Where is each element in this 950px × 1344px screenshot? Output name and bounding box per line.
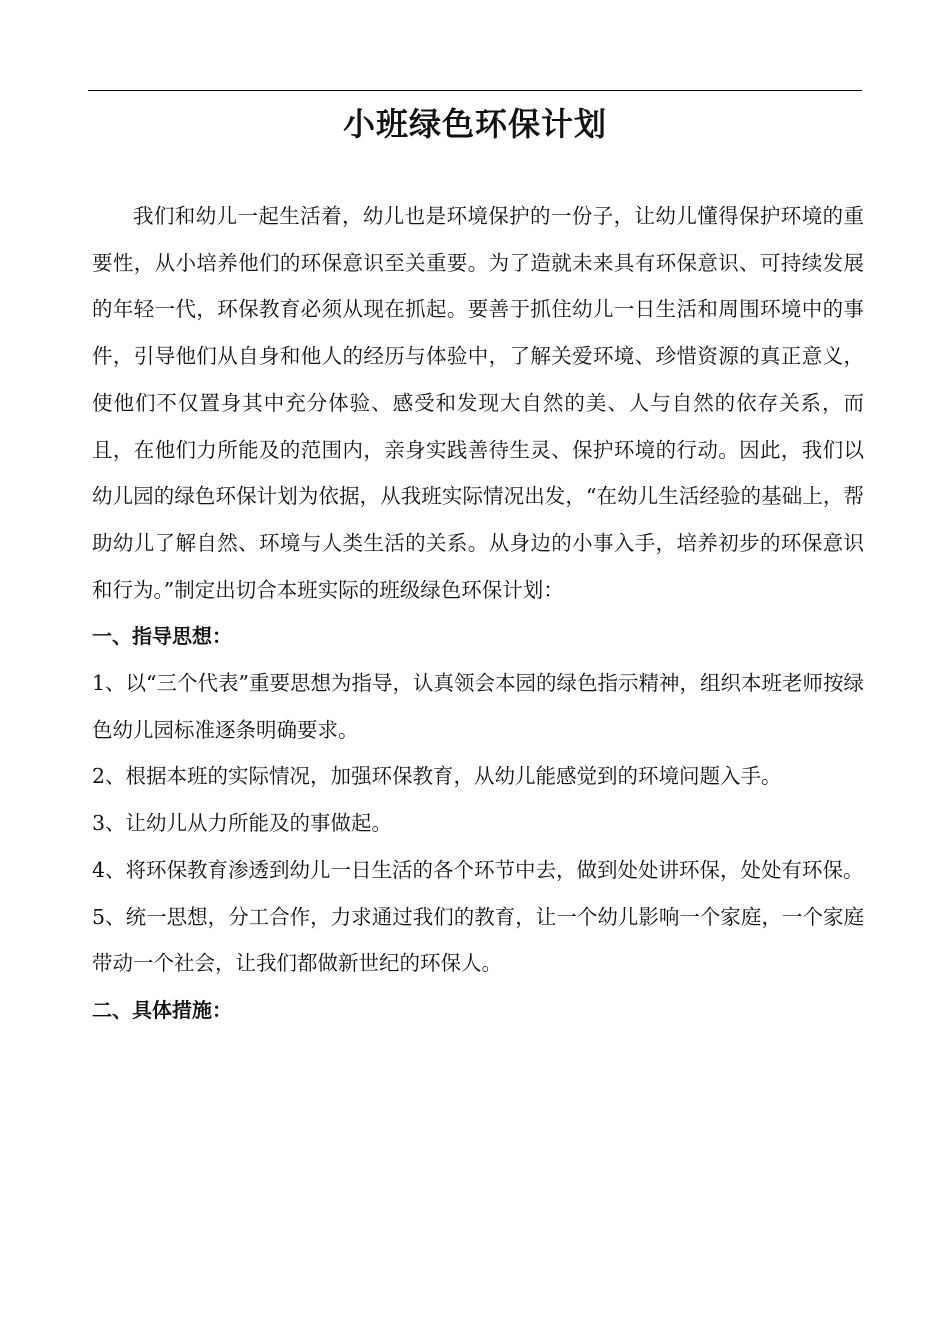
list-item: 1、以“三个代表”重要思想为指导，认真领会本园的绿色指示精神，组织本班老师按绿色幼儿园标准逐条明确要求。 (92, 671, 865, 742)
intro-paragraph: 我们和幼儿一起生活着，幼儿也是环境保护的一份子，让幼儿懂得保护环境的重要性，从小培养他们的环保意识至关重要。为了造就未来具有环保意识、可持续发展的年轻一代，环保教育必须从现在抓起。要善于抓住幼儿一日生活和周围环境中的事件，引导他们从自身和他人的经历与体验中，了解关爱环境、珍惜资源的真正意义，使他们不仅置身其中充分体验、感受和发现大自然的美、人与自然的依存关系，而且，在他们力所能及的范围内，亲身实践善待生灵、保护环境的行动。因此，我们以幼儿园的绿色环保计划为依据，从我班实际情况出发，“在幼儿生活经验的基础上，帮助幼儿了解自然、环境与人类生活的关系。从身边的小事入手，培养初步的环保意识和行为。”制定出切合本班实际的班级绿色环保计划： (92, 204, 864, 602)
section-heading-guiding-ideology: 一、指导思想： (92, 624, 232, 649)
header-rule (88, 90, 862, 91)
list-item: 4、将环保教育渗透到幼儿一日生活的各个环节中去，做到处处讲环保，处处有环保。 (92, 857, 864, 882)
list-item: 5、统一思想，分工合作，力求通过我们的教育，让一个幼儿影响一个家庭，一个家庭带动一个社会，让我们都做新世纪的环保人。 (92, 904, 864, 976)
page-title: 小班绿色环保计划 (342, 105, 607, 144)
document-body (92, 193, 864, 1034)
list-item: 2、根据本班的实际情况，加强环保教育，从幼儿能感觉到的环境问题入手。 (92, 764, 782, 789)
list-item: 3、让幼儿从力所能及的事做起。 (92, 811, 393, 836)
section-heading-measures: 二、具体措施： (92, 997, 232, 1022)
